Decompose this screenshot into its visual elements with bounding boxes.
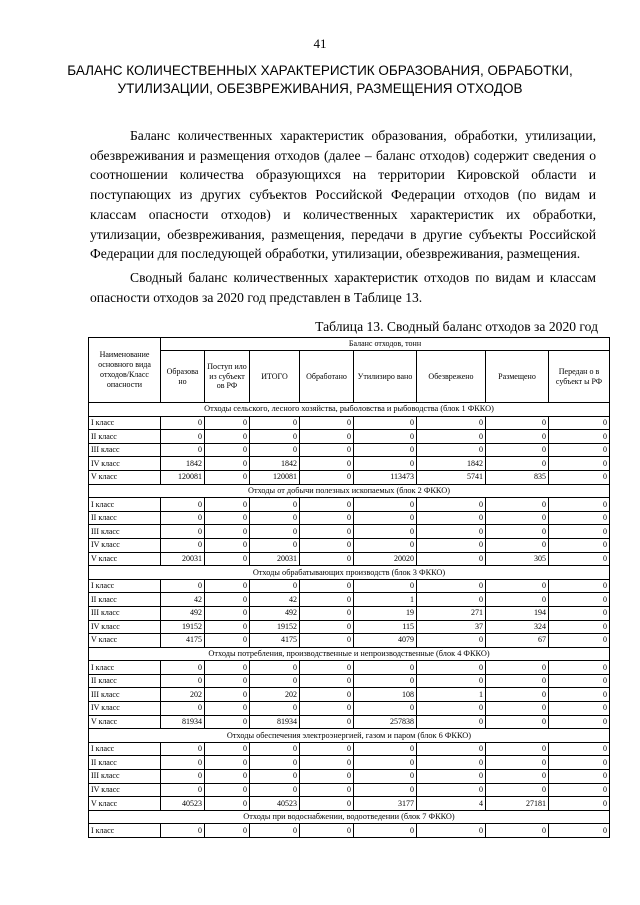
value-cell: 0 [205, 715, 250, 729]
col-header-neutralized: Обезврежено [417, 351, 486, 403]
hazard-class-cell: II класс [89, 430, 161, 444]
value-cell: 0 [549, 443, 610, 457]
table-caption: Таблица 13. Сводный баланс отходов за 2020 год [315, 319, 598, 334]
value-cell: 0 [205, 538, 250, 552]
table-row [89, 742, 610, 756]
value-cell: 0 [205, 674, 250, 688]
value-cell: 0 [300, 783, 354, 797]
table-row [89, 661, 610, 675]
value-cell: 37 [417, 620, 486, 634]
value-cell: 0 [205, 742, 250, 756]
value-cell: 0 [549, 715, 610, 729]
value-cell: 0 [300, 661, 354, 675]
table-block-row [89, 484, 610, 498]
value-cell: 0 [205, 579, 250, 593]
hazard-class-cell: I класс [89, 498, 161, 512]
col-header-received: Поступ ило из субъект ов РФ [205, 351, 250, 403]
value-cell: 0 [549, 525, 610, 539]
value-cell: 1 [354, 593, 417, 607]
hazard-class-cell: IV класс [89, 702, 161, 716]
value-cell: 0 [486, 688, 549, 702]
value-cell: 3177 [354, 797, 417, 811]
value-cell: 0 [486, 538, 549, 552]
value-cell: 0 [486, 579, 549, 593]
value-cell: 0 [549, 511, 610, 525]
value-cell: 0 [300, 579, 354, 593]
value-cell: 0 [549, 430, 610, 444]
value-cell: 0 [486, 770, 549, 784]
value-cell: 0 [300, 525, 354, 539]
value-cell: 257838 [354, 715, 417, 729]
hazard-class-cell: III класс [89, 770, 161, 784]
value-cell: 0 [549, 688, 610, 702]
hazard-class-cell: II класс [89, 593, 161, 607]
value-cell: 0 [549, 579, 610, 593]
value-cell: 0 [549, 470, 610, 484]
value-cell: 0 [250, 674, 300, 688]
value-cell: 0 [205, 511, 250, 525]
hazard-class-cell: III класс [89, 688, 161, 702]
value-cell: 0 [205, 525, 250, 539]
value-cell: 0 [549, 416, 610, 430]
value-cell: 0 [417, 416, 486, 430]
value-cell: 0 [300, 620, 354, 634]
col-header-generated: Образова но [161, 351, 205, 403]
table-row [89, 579, 610, 593]
table-row [89, 783, 610, 797]
table-row [89, 593, 610, 607]
value-cell: 0 [549, 770, 610, 784]
value-cell: 67 [486, 634, 549, 648]
hazard-class-cell: V класс [89, 552, 161, 566]
value-cell: 0 [161, 443, 205, 457]
page-number: 41 [313, 36, 327, 51]
value-cell: 0 [354, 579, 417, 593]
value-cell: 120081 [250, 470, 300, 484]
value-cell: 0 [250, 756, 300, 770]
value-cell: 0 [549, 498, 610, 512]
table-row [89, 606, 610, 620]
value-cell: 0 [205, 702, 250, 716]
value-cell: 0 [417, 742, 486, 756]
table-row [89, 797, 610, 811]
value-cell: 0 [205, 770, 250, 784]
value-cell: 0 [486, 498, 549, 512]
value-cell: 0 [205, 498, 250, 512]
value-cell: 0 [549, 634, 610, 648]
value-cell: 0 [205, 783, 250, 797]
value-cell: 0 [300, 498, 354, 512]
value-cell: 0 [300, 538, 354, 552]
value-cell: 0 [300, 457, 354, 471]
value-cell: 0 [300, 470, 354, 484]
value-cell: 0 [549, 674, 610, 688]
value-cell: 0 [250, 538, 300, 552]
value-cell: 0 [250, 702, 300, 716]
hazard-class-cell: V класс [89, 470, 161, 484]
table-row [89, 470, 610, 484]
hazard-class-cell: I класс [89, 579, 161, 593]
table-row [89, 756, 610, 770]
value-cell: 0 [250, 511, 300, 525]
table-row [89, 620, 610, 634]
value-cell: 0 [250, 430, 300, 444]
value-cell: 0 [354, 416, 417, 430]
table-row [89, 770, 610, 784]
block-title: Отходы сельского, лесного хозяйства, рыболовства и рыбоводства (блок 1 ФККО) [89, 403, 610, 417]
value-cell: 42 [250, 593, 300, 607]
intro-paragraph: Баланс количественных характеристик образования, обработки, утилизации, обезвреживания и размещения отходов (далее – баланс отходов) содержит сведения о соотношении количества образующихся на территории Кировской области и поступающих из других субъектов Российской Федерации отходов (по видам и классам опасности отходов) и количественных характеристик их обработки, утилизации, обезвреживания, размещения, передачи в другие субъекты Российской Федерации для последующей обработки, утилизации, обезвреживания, размещения. [90, 128, 596, 262]
value-cell: 20020 [354, 552, 417, 566]
value-cell: 120081 [161, 470, 205, 484]
value-cell: 0 [205, 443, 250, 457]
value-cell: 20031 [250, 552, 300, 566]
value-cell: 1 [417, 688, 486, 702]
value-cell: 0 [205, 416, 250, 430]
value-cell: 0 [161, 498, 205, 512]
table-row [89, 511, 610, 525]
hazard-class-cell: III класс [89, 525, 161, 539]
value-cell: 0 [205, 756, 250, 770]
col-header-utilized: Утилизиро вано [354, 351, 417, 403]
value-cell: 81934 [250, 715, 300, 729]
value-cell: 0 [354, 742, 417, 756]
hazard-class-cell: III класс [89, 606, 161, 620]
value-cell: 0 [161, 430, 205, 444]
value-cell: 19152 [161, 620, 205, 634]
col-header-processed: Обработано [300, 351, 354, 403]
value-cell: 202 [250, 688, 300, 702]
value-cell: 271 [417, 606, 486, 620]
value-cell: 0 [161, 538, 205, 552]
hazard-class-cell: III класс [89, 443, 161, 457]
block-title: Отходы при водоснабжении, водоотведении (блок 7 ФККО) [89, 810, 610, 824]
value-cell: 492 [250, 606, 300, 620]
value-cell: 27181 [486, 797, 549, 811]
value-cell: 0 [549, 756, 610, 770]
value-cell: 0 [354, 770, 417, 784]
block-title: Отходы обрабатывающих производств (блок 3 ФККО) [89, 566, 610, 580]
value-cell: 0 [417, 511, 486, 525]
block-title: Отходы от добычи полезных ископаемых (блок 2 ФККО) [89, 484, 610, 498]
value-cell: 0 [486, 715, 549, 729]
value-cell: 0 [300, 674, 354, 688]
value-cell: 0 [417, 538, 486, 552]
value-cell: 0 [549, 824, 610, 838]
value-cell: 0 [417, 498, 486, 512]
table-block-row [89, 810, 610, 824]
value-cell: 0 [549, 606, 610, 620]
value-cell: 0 [417, 552, 486, 566]
value-cell: 0 [250, 661, 300, 675]
value-cell: 0 [300, 430, 354, 444]
value-cell: 5741 [417, 470, 486, 484]
value-cell: 194 [486, 606, 549, 620]
value-cell: 0 [354, 661, 417, 675]
value-cell: 0 [250, 416, 300, 430]
value-cell: 0 [250, 525, 300, 539]
value-cell: 0 [300, 742, 354, 756]
value-cell: 0 [354, 824, 417, 838]
value-cell: 0 [549, 593, 610, 607]
table-row [89, 688, 610, 702]
col-header-transferred: Передан о в субъект ы РФ [549, 351, 610, 403]
value-cell: 0 [354, 702, 417, 716]
table-row [89, 715, 610, 729]
hazard-class-cell: IV класс [89, 620, 161, 634]
hazard-class-cell: IV класс [89, 457, 161, 471]
summary-paragraph: Сводный баланс количественных характеристик отходов по видам и классам опасности отходов за 2020 год представлен в Таблице 13. [90, 270, 596, 305]
value-cell: 0 [354, 457, 417, 471]
hazard-class-cell: V класс [89, 797, 161, 811]
value-cell: 0 [205, 606, 250, 620]
value-cell: 1842 [250, 457, 300, 471]
value-cell: 0 [205, 457, 250, 471]
value-cell: 0 [486, 783, 549, 797]
value-cell: 0 [300, 797, 354, 811]
value-cell: 0 [300, 634, 354, 648]
hazard-class-cell: V класс [89, 715, 161, 729]
value-cell: 0 [250, 770, 300, 784]
value-cell: 0 [205, 470, 250, 484]
value-cell: 0 [486, 756, 549, 770]
value-cell: 0 [417, 579, 486, 593]
value-cell: 0 [300, 756, 354, 770]
value-cell: 0 [354, 525, 417, 539]
value-cell: 0 [549, 457, 610, 471]
value-cell: 40523 [161, 797, 205, 811]
value-cell: 1842 [161, 457, 205, 471]
value-cell: 0 [549, 620, 610, 634]
value-cell: 0 [161, 525, 205, 539]
value-cell: 0 [250, 824, 300, 838]
value-cell: 4 [417, 797, 486, 811]
value-cell: 19152 [250, 620, 300, 634]
value-cell: 0 [161, 674, 205, 688]
value-cell: 0 [486, 430, 549, 444]
value-cell: 0 [417, 674, 486, 688]
col-header-total: ИТОГО [250, 351, 300, 403]
value-cell: 0 [205, 552, 250, 566]
value-cell: 0 [486, 824, 549, 838]
block-title: Отходы обеспечения электроэнергией, газом и паром (блок 6 ФККО) [89, 729, 610, 743]
value-cell: 0 [161, 661, 205, 675]
value-cell: 0 [300, 593, 354, 607]
value-cell: 0 [300, 416, 354, 430]
value-cell: 0 [354, 443, 417, 457]
block-title: Отходы потребления, производственные и непроизводственные (блок 4 ФККО) [89, 647, 610, 661]
value-cell: 0 [486, 525, 549, 539]
hazard-class-cell: II класс [89, 674, 161, 688]
value-cell: 835 [486, 470, 549, 484]
value-cell: 0 [486, 443, 549, 457]
value-cell: 0 [250, 443, 300, 457]
value-cell: 1842 [417, 457, 486, 471]
hazard-class-cell: IV класс [89, 538, 161, 552]
value-cell: 42 [161, 593, 205, 607]
value-cell: 81934 [161, 715, 205, 729]
value-cell: 0 [161, 756, 205, 770]
waste-balance-table [88, 337, 610, 838]
table-row [89, 525, 610, 539]
value-cell: 0 [250, 498, 300, 512]
value-cell: 0 [549, 783, 610, 797]
hazard-class-cell: V класс [89, 634, 161, 648]
value-cell: 4175 [161, 634, 205, 648]
hazard-class-cell: I класс [89, 661, 161, 675]
value-cell: 0 [486, 457, 549, 471]
table-row [89, 634, 610, 648]
table-row [89, 443, 610, 457]
value-cell: 0 [161, 416, 205, 430]
table-row [89, 498, 610, 512]
table-block-row [89, 729, 610, 743]
value-cell: 108 [354, 688, 417, 702]
value-cell: 0 [417, 715, 486, 729]
value-cell: 0 [354, 511, 417, 525]
value-cell: 0 [549, 661, 610, 675]
value-cell: 40523 [250, 797, 300, 811]
group-header-balance: Баланс отходов, тонн [161, 338, 610, 351]
col-header-waste-type: Наименование основного вида отходов/Класс опасности [89, 338, 161, 403]
section-title: БАЛАНС КОЛИЧЕСТВЕННЫХ ХАРАКТЕРИСТИК ОБРАЗОВАНИЯ, ОБРАБОТКИ, УТИЛИЗАЦИИ, ОБЕЗВРЕЖИВАНИЯ, РАЗМЕЩЕНИЯ ОТХОДОВ [67, 63, 573, 96]
hazard-class-cell: I класс [89, 742, 161, 756]
table-row [89, 416, 610, 430]
value-cell: 0 [417, 525, 486, 539]
hazard-class-cell: I класс [89, 416, 161, 430]
value-cell: 0 [205, 430, 250, 444]
value-cell: 0 [417, 443, 486, 457]
col-header-placed: Размещено [486, 351, 549, 403]
value-cell: 0 [354, 674, 417, 688]
value-cell: 0 [300, 702, 354, 716]
table-block-row [89, 403, 610, 417]
value-cell: 202 [161, 688, 205, 702]
value-cell: 0 [300, 552, 354, 566]
value-cell: 0 [300, 443, 354, 457]
value-cell: 0 [300, 511, 354, 525]
value-cell: 0 [417, 824, 486, 838]
table-row [89, 457, 610, 471]
value-cell: 0 [161, 742, 205, 756]
value-cell: 113473 [354, 470, 417, 484]
table-block-row [89, 647, 610, 661]
hazard-class-cell: I класс [89, 824, 161, 838]
value-cell: 0 [250, 579, 300, 593]
value-cell: 0 [161, 511, 205, 525]
table-row [89, 702, 610, 716]
value-cell: 20031 [161, 552, 205, 566]
hazard-class-cell: II класс [89, 511, 161, 525]
table-block-row [89, 566, 610, 580]
value-cell: 0 [205, 634, 250, 648]
value-cell: 0 [486, 416, 549, 430]
value-cell: 0 [417, 593, 486, 607]
value-cell: 0 [486, 661, 549, 675]
value-cell: 0 [250, 783, 300, 797]
value-cell: 0 [549, 742, 610, 756]
value-cell: 0 [486, 702, 549, 716]
value-cell: 4175 [250, 634, 300, 648]
hazard-class-cell: IV класс [89, 783, 161, 797]
value-cell: 0 [549, 797, 610, 811]
value-cell: 0 [205, 620, 250, 634]
value-cell: 0 [300, 824, 354, 838]
value-cell: 4079 [354, 634, 417, 648]
hazard-class-cell: II класс [89, 756, 161, 770]
value-cell: 0 [205, 824, 250, 838]
table-row [89, 430, 610, 444]
value-cell: 0 [205, 593, 250, 607]
value-cell: 0 [549, 552, 610, 566]
value-cell: 0 [300, 688, 354, 702]
value-cell: 0 [354, 538, 417, 552]
value-cell: 0 [417, 783, 486, 797]
value-cell: 0 [354, 756, 417, 770]
value-cell: 115 [354, 620, 417, 634]
value-cell: 0 [354, 430, 417, 444]
table-row [89, 824, 610, 838]
value-cell: 0 [354, 783, 417, 797]
value-cell: 324 [486, 620, 549, 634]
value-cell: 0 [250, 742, 300, 756]
value-cell: 19 [354, 606, 417, 620]
value-cell: 0 [354, 498, 417, 512]
value-cell: 0 [205, 797, 250, 811]
value-cell: 0 [161, 579, 205, 593]
value-cell: 0 [161, 824, 205, 838]
value-cell: 0 [417, 702, 486, 716]
value-cell: 0 [417, 756, 486, 770]
value-cell: 0 [417, 770, 486, 784]
value-cell: 0 [486, 742, 549, 756]
table-row [89, 674, 610, 688]
value-cell: 0 [486, 593, 549, 607]
value-cell: 0 [417, 634, 486, 648]
value-cell: 0 [300, 606, 354, 620]
value-cell: 0 [205, 688, 250, 702]
value-cell: 492 [161, 606, 205, 620]
value-cell: 0 [161, 770, 205, 784]
value-cell: 305 [486, 552, 549, 566]
table-row [89, 552, 610, 566]
value-cell: 0 [549, 702, 610, 716]
value-cell: 0 [161, 702, 205, 716]
value-cell: 0 [417, 430, 486, 444]
value-cell: 0 [486, 511, 549, 525]
table-row [89, 538, 610, 552]
value-cell: 0 [205, 661, 250, 675]
value-cell: 0 [549, 538, 610, 552]
value-cell: 0 [161, 783, 205, 797]
value-cell: 0 [486, 674, 549, 688]
value-cell: 0 [417, 661, 486, 675]
value-cell: 0 [300, 715, 354, 729]
value-cell: 0 [300, 770, 354, 784]
